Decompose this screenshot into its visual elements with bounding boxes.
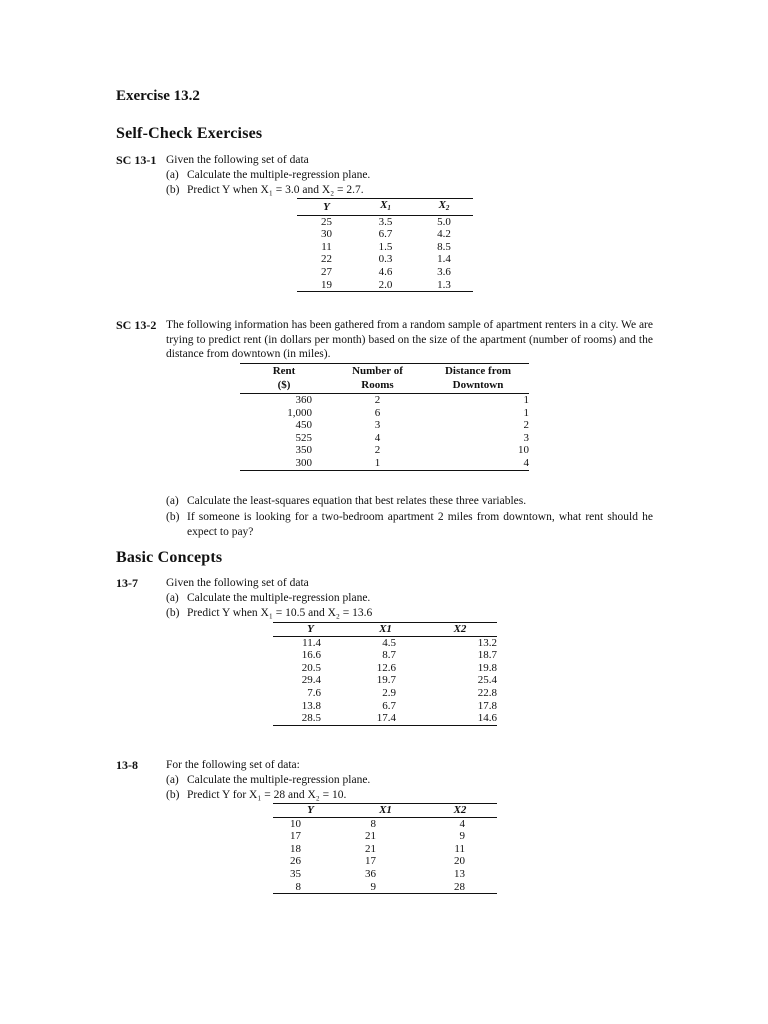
q-13-8	[116, 758, 656, 803]
table-cell: 5.0	[437, 215, 451, 228]
col-header-x2: $X_2$	[415, 199, 473, 216]
table-cell: 29.4	[301, 674, 321, 687]
table-row	[273, 855, 497, 868]
table-row	[273, 649, 497, 662]
table-cell: 22	[321, 253, 332, 266]
table-cell: 26	[290, 855, 301, 868]
table-cell: 17	[365, 855, 376, 868]
table-row	[240, 457, 529, 470]
table-cell: 18	[290, 842, 301, 855]
sc-13-2-b-label: (b)	[166, 511, 180, 523]
table-row	[273, 817, 497, 830]
table-cell: 1	[523, 406, 529, 419]
sc-13-1-b-text: Predict Y when X₁ = 3.0 and X₂ = 2.7.	[187, 184, 364, 196]
table-row	[297, 266, 473, 279]
header-distance-from: Distance from	[444, 365, 512, 377]
q-13-7-a-text: Calculate the multiple-regression plane.	[187, 592, 371, 604]
sc-13-2	[116, 318, 653, 362]
table-cell: 28	[454, 880, 465, 893]
table-cell: 28.5	[301, 712, 321, 725]
sc-13-1-intro: Given the following set of data	[166, 154, 309, 166]
table-row	[297, 279, 473, 292]
table-cell: 19.7	[376, 674, 396, 687]
table-cell: 16.6	[301, 649, 321, 662]
header-dollars: ($)	[240, 378, 328, 394]
table-row	[273, 881, 497, 894]
table-cell: 450	[295, 419, 312, 432]
sc-13-2-b-text: If someone is looking for a two-bedroom apartment 2 miles from downtown, what rent should he expect to pay?	[187, 511, 653, 538]
sc-13-1-b-label: (b)	[166, 184, 180, 196]
table-cell: 8	[370, 817, 376, 830]
table-row	[297, 253, 473, 266]
table-cell: 2.9	[382, 686, 396, 699]
q-13-8-b-label: (b)	[166, 789, 180, 801]
table-cell: 1,000	[287, 406, 312, 419]
table-row	[273, 868, 497, 881]
q-13-8-number: 13-8	[116, 758, 138, 772]
col-header-x2: X2	[423, 804, 497, 818]
table-cell: 21	[365, 842, 376, 855]
table-cell: 11	[321, 240, 332, 253]
table-cell: 22.8	[477, 686, 497, 699]
table-row	[240, 407, 529, 420]
table-cell: 13.2	[477, 636, 497, 649]
table-cell: 14.6	[477, 712, 497, 725]
table-row	[273, 843, 497, 856]
table-cell: 8.7	[382, 649, 396, 662]
table-cell: 4	[374, 431, 381, 444]
table-cell: 19.8	[477, 661, 497, 674]
table-row	[240, 432, 529, 445]
table-row	[273, 700, 497, 713]
sc-13-1-table	[297, 198, 473, 292]
basic-concepts-heading: Basic Concepts	[116, 549, 223, 566]
q-13-8-b-text: Predict Y for X₁ = 28 and X₂ = 10.	[187, 789, 347, 801]
col-header-x1: $X_1$	[356, 199, 415, 216]
table-cell: 525	[295, 431, 312, 444]
q-13-7	[116, 576, 656, 621]
self-check-heading: Self-Check Exercises	[116, 125, 263, 142]
col-header-y: Y	[273, 623, 348, 637]
table-row	[297, 215, 473, 228]
table-cell: 6.7	[378, 228, 393, 241]
table-row	[273, 662, 497, 675]
table-cell: 360	[295, 394, 312, 406]
sc-13-1	[116, 153, 656, 198]
table-row	[273, 712, 497, 725]
table-cell: 3	[374, 419, 381, 432]
q-13-8-a-label: (a)	[166, 774, 179, 786]
table-cell: 17	[290, 830, 301, 843]
table-cell: 1.4	[437, 253, 451, 266]
header-rooms: Rooms	[328, 378, 427, 394]
header-rent: Rent	[272, 365, 296, 377]
table-cell: 10	[290, 817, 301, 830]
q-13-7-b-label: (b)	[166, 607, 180, 619]
col-header-y: Y	[297, 199, 356, 216]
table-cell: 4	[523, 456, 529, 469]
header-number-of: Number of	[352, 365, 403, 377]
table-cell: 7.6	[307, 686, 321, 699]
sc-13-2-parts	[166, 494, 653, 540]
table-row	[240, 394, 529, 407]
table-cell: 10	[518, 444, 529, 457]
table-cell: 2	[374, 444, 381, 457]
table-cell: 19	[321, 278, 332, 291]
table-cell: 30	[321, 228, 332, 241]
q-13-8-a-text: Calculate the multiple-regression plane.	[187, 774, 371, 786]
table-cell: 25.4	[477, 674, 497, 687]
table-cell: 18.7	[477, 649, 497, 662]
table-cell: 1.3	[437, 278, 451, 291]
sc-13-1-a-text: Calculate the multiple-regression plane.	[187, 169, 371, 181]
table-cell: 9	[459, 830, 465, 843]
table-cell: 11.4	[302, 636, 321, 649]
col-header-y: Y	[273, 804, 348, 818]
table-cell: 21	[365, 830, 376, 843]
table-row	[273, 830, 497, 843]
table-cell: 300	[295, 456, 312, 469]
table-cell: 0.3	[378, 253, 393, 266]
table-cell: 8	[295, 880, 301, 893]
table-cell: 4.5	[382, 636, 396, 649]
q-13-7-b-text: Predict Y when X₁ = 10.5 and X₂ = 13.6	[187, 607, 373, 619]
table-cell: 3.5	[378, 215, 393, 228]
col-header-x1: X1	[348, 804, 423, 818]
table-row	[240, 444, 529, 457]
table-cell: 25	[321, 215, 332, 228]
exercise-title: Exercise 13.2	[116, 88, 200, 104]
q-13-7-a-label: (a)	[166, 592, 179, 604]
q-13-7-number: 13-7	[116, 576, 138, 590]
table-cell: 350	[295, 444, 312, 457]
table-cell: 20.5	[301, 661, 321, 674]
table-cell: 2	[523, 419, 529, 432]
sc-13-1-number: SC 13-1	[116, 153, 157, 167]
table-row	[297, 241, 473, 254]
table-row	[240, 419, 529, 432]
q-13-7-table	[273, 622, 497, 726]
table-cell: 17.8	[477, 699, 497, 712]
table-cell: 20	[454, 855, 465, 868]
q-13-8-intro: For the following set of data:	[166, 759, 300, 771]
table-cell: 3	[523, 431, 529, 444]
table-row	[273, 636, 497, 649]
table-cell: 17.4	[376, 712, 396, 725]
table-cell: 35	[290, 867, 301, 880]
table-row	[297, 228, 473, 241]
sc-13-2-table	[240, 363, 529, 471]
table-cell: 13.8	[301, 699, 321, 712]
col-header-x2: X2	[423, 623, 497, 637]
table-cell: 1.5	[378, 240, 393, 253]
table-cell: 8.5	[437, 240, 451, 253]
table-cell: 27	[321, 265, 332, 278]
table-cell: 11	[454, 842, 465, 855]
col-header-x1: X1	[348, 623, 423, 637]
table-cell: 4.2	[437, 228, 451, 241]
q-13-7-intro: Given the following set of data	[166, 577, 309, 589]
table-cell: 3.6	[437, 265, 451, 278]
table-cell: 2	[374, 394, 381, 406]
header-downtown: Downtown	[427, 378, 529, 394]
table-cell: 13	[454, 867, 465, 880]
table-cell: 1	[523, 394, 529, 406]
q-13-8-table	[273, 803, 497, 894]
table-cell: 36	[365, 867, 376, 880]
table-row	[273, 674, 497, 687]
table-cell: 2.0	[378, 278, 393, 291]
table-cell: 4.6	[378, 265, 393, 278]
table-row	[273, 687, 497, 700]
table-cell: 6.7	[382, 699, 396, 712]
table-cell: 12.6	[376, 661, 396, 674]
sc-13-2-a-text: Calculate the least-squares equation that best relates these three variables.	[187, 495, 527, 507]
sc-13-2-number: SC 13-2	[116, 318, 157, 332]
table-cell: 6	[374, 406, 381, 419]
table-cell: 4	[459, 817, 465, 830]
table-cell: 1	[374, 456, 381, 469]
sc-13-2-text: The following information has been gathered from a random sample of apartment renters in a city. We are trying to predict rent (in dollars per month) based on the size of the apartment (number of rooms) and the distance from downtown (in miles).	[166, 319, 653, 360]
sc-13-1-a-label: (a)	[166, 169, 179, 181]
sc-13-2-a-label: (a)	[166, 495, 179, 507]
table-cell: 9	[370, 880, 376, 893]
